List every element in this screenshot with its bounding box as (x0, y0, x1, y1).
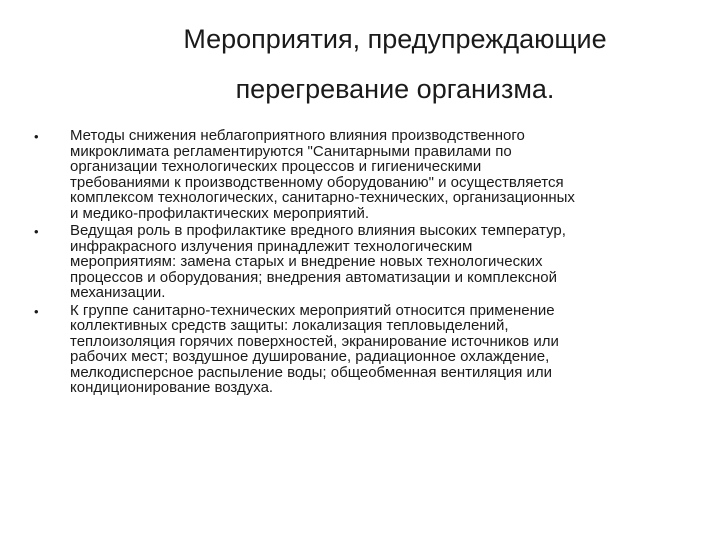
bullet-1-line-5: комплексом технологических, санитарно-технических, организационных (70, 189, 575, 206)
slide-title-line-2: перегревание организма. (235, 74, 555, 104)
bullet-list (34, 127, 680, 398)
bullet-2-line-2: инфракрасного излучения принадлежит технологическим (70, 237, 473, 255)
bullet-item-2 (34, 222, 680, 301)
bullet-3-line-5: мелкодисперсное распыление воды; общеобменная вентиляция или (70, 363, 552, 381)
slide-title (110, 14, 680, 114)
bullet-3-line-3: теплоизоляция горячих поверхностей, экранирование источников или (70, 332, 559, 350)
bullet-1-line-4: требованиями к производственному оборудованию" и осуществляется (70, 173, 564, 191)
bullet-3-line-2: коллективных средств защиты: локализация тепловыделений, (70, 317, 509, 334)
bullet-1-line-2: микроклимата регламентируются "Санитарными правилами по (70, 142, 512, 160)
slide-title-line-1: Мероприятия, предупреждающие (183, 24, 607, 54)
bullet-marker: • (34, 303, 39, 319)
bullet-2-line-3: мероприятиям: замена старых и внедрение новых технологических (70, 253, 543, 270)
bullet-1-line-1: Методы снижения неблагоприятного влияния производственного (70, 127, 525, 144)
bullet-2-line-5: механизации. (70, 284, 166, 301)
bullet-2-line-4: процессов и оборудования; внедрения автоматизации и комплексной (70, 268, 557, 286)
bullet-item-1 (34, 127, 680, 222)
bullet-item-3 (34, 301, 680, 396)
bullet-3-line-6: кондиционирование воздуха. (70, 379, 274, 396)
bullet-3-line-1: К группе санитарно-технических мероприятий относится применение (70, 301, 555, 319)
bullet-3-line-4: рабочих мест; воздушное душирование, радиационное охлаждение, (70, 348, 550, 365)
bullet-2-line-1: Ведущая роль в профилактике вредного влияния высоких температур, (70, 222, 566, 239)
bullet-1-line-6: и медико-профилактических мероприятий. (70, 204, 370, 222)
bullet-marker: • (34, 129, 39, 144)
bullet-marker: • (34, 224, 39, 239)
bullet-1-line-3: организации технологических процессов и гигиеническими (70, 158, 482, 175)
